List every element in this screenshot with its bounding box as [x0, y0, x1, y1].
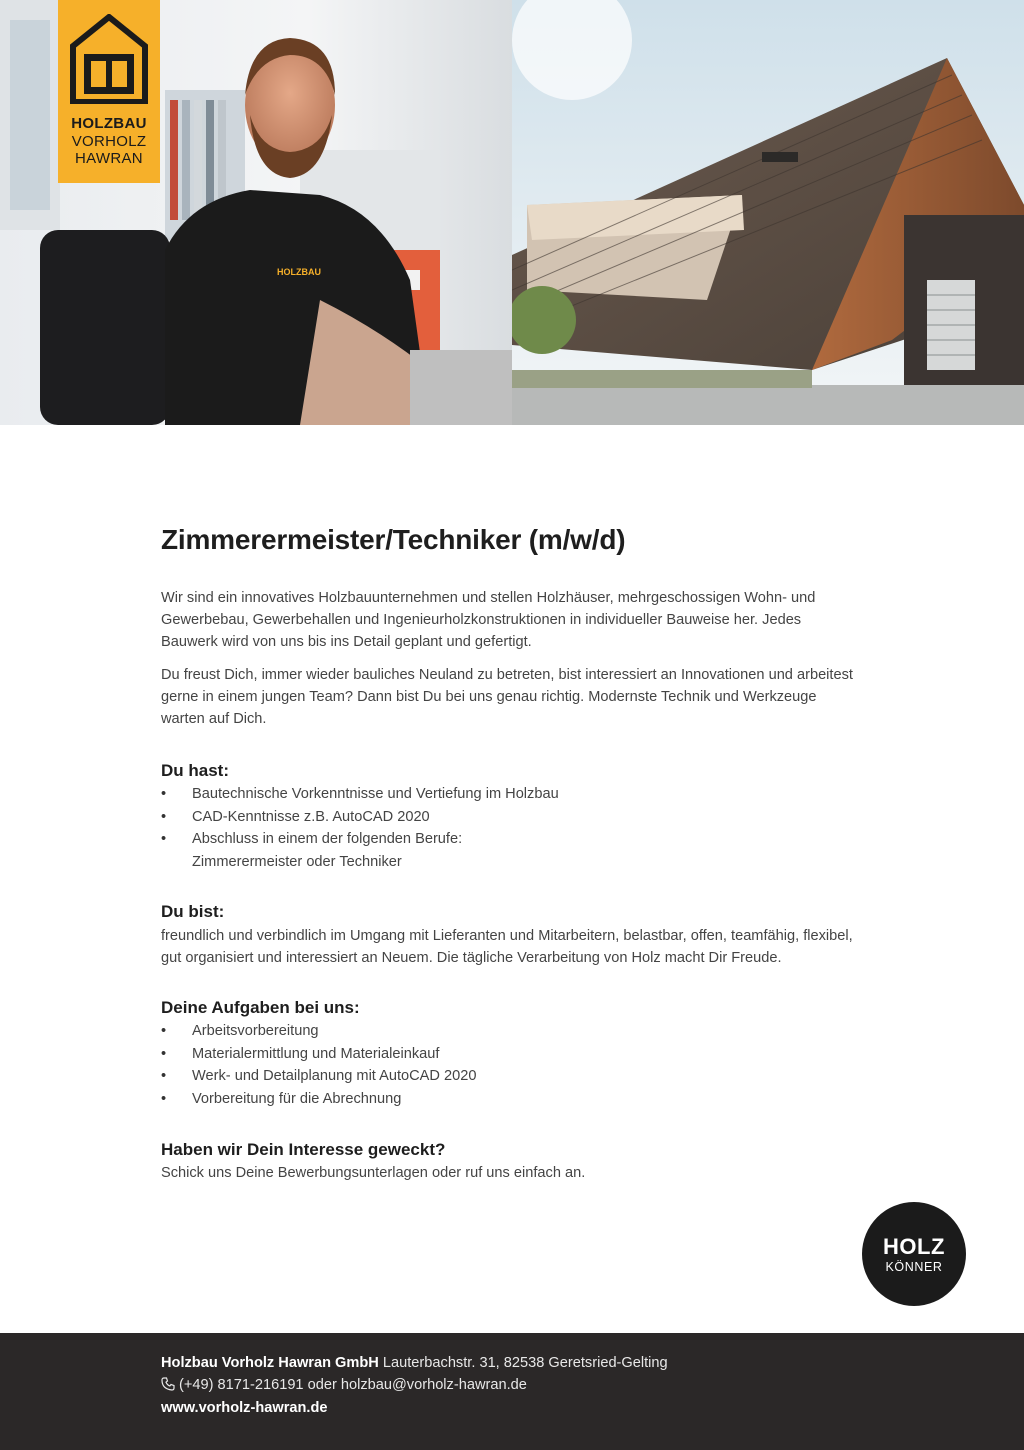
- du-hast-list: [161, 783, 861, 873]
- hero-images: [0, 0, 1024, 425]
- footer-contact-row: [161, 1377, 527, 1393]
- job-title: Zimmerermeister/Techniker (m/w/d): [161, 524, 626, 555]
- house-icon: [70, 14, 148, 104]
- aufgaben-heading: Deine Aufgaben bei uns:: [161, 998, 360, 1017]
- footer-website[interactable]: www.vorholz-hawran.de: [161, 1400, 328, 1416]
- photo-timber-building: [512, 0, 1024, 425]
- bullet-icon: •: [161, 786, 167, 802]
- intro-paragraph-2: Du freust Dich, immer wieder bauliches Neuland zu betreten, bist interessiert an Innovationen und arbeitest gerne in einem jungen Team? Dann bist Du bei uns genau richtig. Modernste Technik und Werkzeuge warten auf Dich.: [161, 667, 853, 727]
- aufgaben-list: [161, 1020, 861, 1110]
- interesse-heading: Haben wir Dein Interesse geweckt?: [161, 1140, 446, 1159]
- interesse-text: Schick uns Deine Bewerbungsunterlagen oder ruf uns einfach an.: [161, 1165, 586, 1181]
- bullet-icon: •: [161, 1023, 167, 1039]
- company-logo: [58, 0, 160, 183]
- bullet-icon: •: [161, 1090, 167, 1107]
- du-bist-heading: Du bist:: [161, 902, 225, 921]
- bullet-icon: •: [161, 831, 167, 847]
- logo-line-3: HAWRAN: [75, 150, 143, 167]
- footer: [0, 1333, 1024, 1450]
- holz-koenner-badge: [862, 1202, 966, 1306]
- list-item: • Bautechnische Vorkenntnisse und Vertiefung im Holzbau: [161, 783, 861, 806]
- list-item: • Abschluss in einem der folgenden Berufe:: [161, 828, 861, 851]
- logo-line-2: VORHOLZ: [71, 133, 147, 150]
- bullet-icon: •: [161, 1045, 167, 1062]
- footer-contact: (+49) 8171-216191 oder holzbau@vorholz-hawran.de: [179, 1377, 527, 1393]
- list-item: • Werk- und Detailplanung mit AutoCAD 2020: [161, 1065, 861, 1088]
- badge-line-1: HOLZ: [883, 1234, 945, 1259]
- bullet-icon: •: [161, 1068, 167, 1084]
- list-item: • Materialermittlung und Materialeinkauf: [161, 1043, 861, 1066]
- footer-address: Lauterbachstr. 31, 82538 Geretsried-Gelting: [382, 1355, 668, 1371]
- du-hast-heading: Du hast:: [161, 761, 229, 780]
- list-item: • Vorbereitung für die Abrechnung: [161, 1088, 861, 1111]
- list-item: • CAD-Kenntnisse z.B. AutoCAD 2020: [161, 806, 861, 829]
- intro-paragraph-1: Wir sind ein innovatives Holzbauunternehmen und stellen Holzhäuser, mehrgeschossigen Wohn- und Gewerbebau, Gewerbehallen und Ingenieurholzkonstruktionen in individueller Bauweise her. Jedes Bauwerk wird von uns bis ins Detail geplant und gefertigt.: [161, 590, 816, 650]
- badge-line-2: KÖNNER: [885, 1260, 943, 1274]
- du-bist-text: freundlich und verbindlich im Umgang mit Lieferanten und Mitarbeitern, belastbar, offen, teamfähig, flexibel, gut organisiert und interessiert an Neuem. Die tägliche Verarbeitung von Holz macht Dir Freude.: [161, 928, 853, 966]
- footer-company: Holzbau Vorholz Hawran GmbH: [161, 1355, 379, 1371]
- phone-icon: [161, 1377, 175, 1391]
- logo-line-1: HOLZBAU: [71, 115, 147, 132]
- svg-text:HOLZBAU: HOLZBAU: [277, 267, 321, 277]
- bullet-icon: •: [161, 808, 167, 825]
- footer-address-row: [161, 1355, 668, 1371]
- list-item: • Arbeitsvorbereitung: [161, 1020, 861, 1043]
- list-item-continuation: Zimmerermeister oder Techniker: [192, 853, 402, 870]
